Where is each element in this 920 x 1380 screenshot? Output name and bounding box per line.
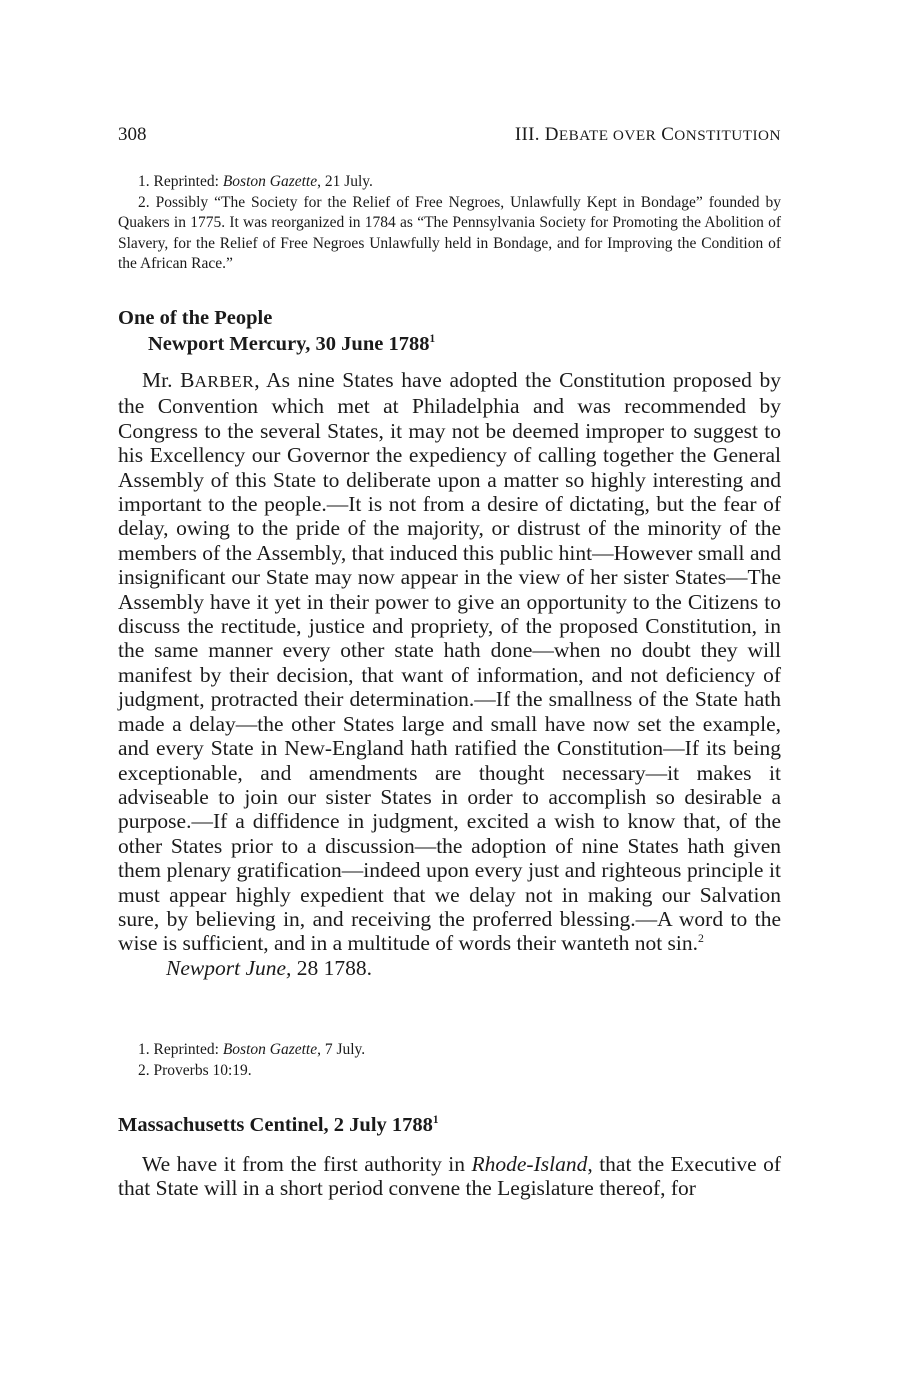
footnotes-top: [118, 172, 781, 275]
footnote-ref: 1: [432, 1114, 439, 1127]
running-title: III. DEBATE OVER CONSTITUTION: [514, 124, 781, 145]
section-subtitle: Newport Mercury, 30 June 1788$^1$: [148, 333, 436, 355]
footnote-1: 1. Reprinted: Boston Gazette, 7 July.: [138, 1041, 366, 1058]
footnote-1: 1. Reprinted: Boston Gazette, 21 July.: [138, 173, 373, 190]
section-heading-one-of-the-people: [118, 305, 435, 357]
footnote-2: 2. Proverbs 10:19.: [138, 1061, 252, 1079]
section-title: One of the People: [118, 307, 273, 329]
footnotes-middle: [118, 1040, 781, 1081]
article-body: [118, 368, 781, 980]
article-body-2: [118, 1152, 781, 1201]
page-number: 308: [118, 124, 147, 145]
dateline: Newport June, 28 1788.: [166, 955, 373, 980]
footnote-ref: 1: [429, 333, 436, 346]
article-paragraph: We have it from the first authority in Rhode-Island, that the Executive of that State will in a short period convene the Legislature thereof, for: [118, 1152, 781, 1201]
running-header: [118, 124, 781, 146]
footnote-ref: 2: [698, 931, 704, 946]
footnote-2: 2. Possibly “The Society for the Relief of Free Negroes, Unlawfully Kept in Bondage” founded by Quakers in 1775. It was reorganized in 1784 as “The Pennsylvania Society for Promoting the Abolition of Slavery, for the Relief of Free Negroes Unlawfully held in Bondage, and for Improving the Condition of the African Race.”: [118, 193, 781, 272]
section-heading-massachusetts-centinel: Massachusetts Centinel, 2 July 1788$^1$: [118, 1114, 439, 1136]
article-paragraph: Mr. BARBER, As nine States have adopted the Constitution proposed by the Convention which met at Philadelphia and was recommended by Congress to the several States, it may not be deemed improper to suggest to his Excellency our Governor the expediency of calling together the General Assembly of this State to deliberate upon a matter so highly interesting and important to the people.—It is not from a desire of dictating, but the fear of delay, owing to the pride of the majority, or distrust of the minority of the members of the Assembly, that induced this public hint—However small and insignificant our State may now appear in the view of her sister States—The Assembly have it yet in their power to give an opportunity to the Citizens to discuss the rectitude, justice and propriety, of the proposed Constitution, in the same manner every other state hath done—when no doubt they will manifest by their decision, that want of information, and not deficiency of judgment, protracted their determination.—If the smallness of the State hath made a delay—the other States large and small have now set the example, and every State in New-England hath ratified the Constitution—If its being exceptionable, and amendments are thought necessary—it makes it adviseable to join our sister States in order to accomplish so desirable a purpose.—If a diffidence in judgment, excited a wish to know that, of the other States prior to a discussion—the adoption of nine States hath given them plenary gratification—indeed upon every just and righteous principle it must appear highly expedient that we delay not in making our Salvation sure, by believing in, and receiving the proferred blessing.—A word to the wise is sufficient, and in a multitude of words their wanteth not sin.$^2$: [118, 368, 781, 956]
